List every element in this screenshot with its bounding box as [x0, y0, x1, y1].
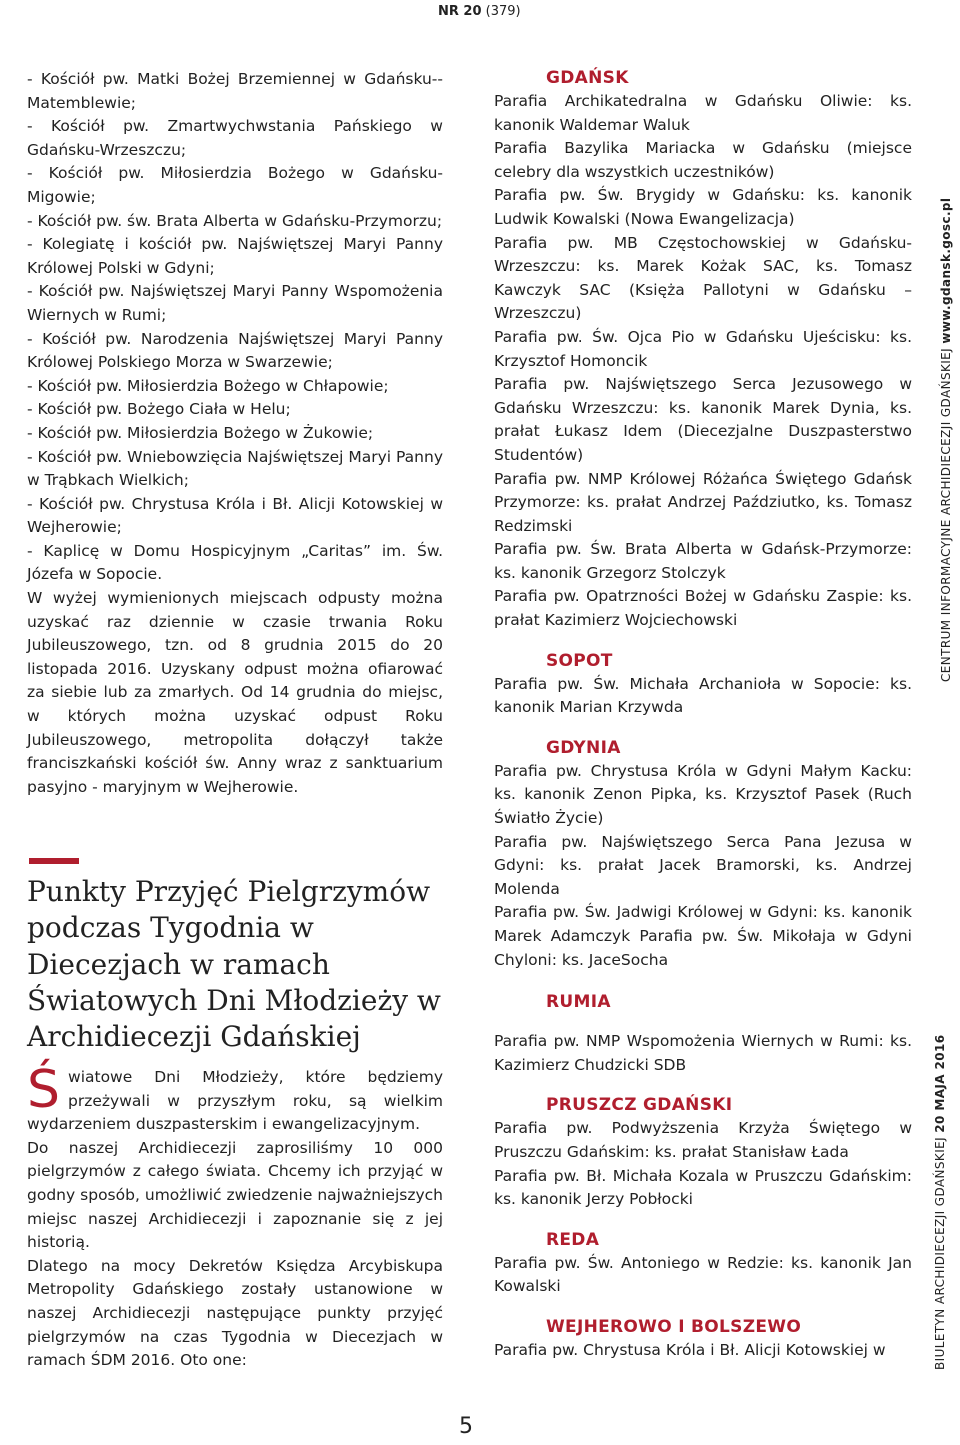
list-item: - Kolegiatę i kościół pw. Najświętszej Maryi Panny Królowej Polski w Gdyni;: [27, 235, 443, 277]
list-item: Parafia pw. Podwyższenia Krzyża Świętego w Pruszczu Gdańskim: ks. prałat Stanisław Łada: [494, 1119, 912, 1161]
section-title-gdynia: GDYNIA: [546, 737, 621, 758]
article-headline: Punkty Przyjęć Pielgrzymów podczas Tygodnia w Diecezjach w ramach Światowych Dni Młodzieży w Archidiecezji Gdańskiej: [27, 875, 441, 1054]
left-column: [27, 68, 443, 799]
intro-paragraph: Światowe Dni Młodzieży, które będziemy przeżywali w przyszłym roku, są wielkim wydarzeniem duszpasterskim i ewangelizacyjnym.: [27, 1060, 443, 1134]
list-item: - Kościół pw. Zmartwychwstania Pańskiego w Gdańsku-Wrzeszczu;: [27, 117, 443, 159]
article-body: [27, 1060, 443, 1373]
headline-rule: [29, 858, 79, 864]
section-title-gdansk: GDAŃSK: [546, 68, 629, 88]
list-item: Parafia pw. MB Częstochowskiej w Gdańsku-Wrzeszczu: ks. Marek Kożak SAC, ks. Tomasz Kawczyk SAC (Księża Pallotyni w Gdańsku – Wrzeszczu): [494, 233, 912, 323]
section-title-wejherowo: WEJHEROWO I BOLSZEWO: [546, 1316, 802, 1337]
paragraph: Do naszej Archidiecezji zaprosiliśmy 10 000 pielgrzymów z całego świata. Chcemy ich przyjąć w godny sposób, umożliwić zwiedzenie najważniejszych miejsc naszej Archidiecezji i zapoznanie się z jej historią.: [27, 1138, 443, 1252]
page-number: 5: [459, 1414, 473, 1439]
page-header: [0, 0, 960, 30]
section-title-pruszcz: PRUSZCZ GDAŃSKI: [546, 1095, 733, 1116]
list-item: Parafia Bazylika Mariacka w Gdańsku (miejsce celebry dla wszystkich uczestników): [494, 139, 912, 181]
list-item: - Kościół pw. św. Brata Alberta w Gdańsku-Przymorzu;: [27, 211, 443, 230]
list-item: Parafia pw. Chrystusa Króla w Gdyni Małym Kacku: ks. kanonik Zenon Pipka, ks. Krzysztof Pasek (Ruch Światło Życie): [494, 761, 912, 828]
list-item: Parafia pw. Św. Ojca Pio w Gdańsku Ujeścisku: ks. Krzysztof Homoncik: [494, 327, 912, 370]
list-item: Parafia pw. Św. Brata Alberta w Gdańsk-Przymorze: ks. kanonik Grzegorz Stolczyk: [494, 540, 912, 582]
list-item: - Kościół pw. Chrystusa Króla i Bł. Alicji Kotowskiej w Wejherowie;: [27, 494, 443, 537]
paragraph: Dlatego na mocy Dekretów Księdza Arcybiskupa Metropolity Gdańskiego zostały ustanowione w naszej Archidiecezji następujące punkty przyjęć pielgrzymów na czas Tygodnia w Diecezjach w ramach ŚDM 2016. Oto one:: [27, 1256, 443, 1370]
section-title-reda: REDA: [546, 1229, 600, 1250]
right-column: [494, 66, 912, 1363]
section-title-rumia: RUMIA: [546, 992, 611, 1013]
list-item: Parafia pw. Św. Brygidy w Gdańsku: ks. kanonik Ludwik Kowalski (Nowa Ewangelizacja): [494, 186, 912, 228]
list-item: Parafia Archikatedralna w Gdańsku Oliwie: ks. kanonik Waldemar Waluk: [494, 92, 912, 134]
list-item: - Kościół pw. Bożego Ciała w Helu;: [27, 400, 291, 419]
list-item: - Kościół pw. Miłosierdzia Bożego w Chłapowie;: [27, 376, 389, 395]
list-item: Parafia pw. Opatrzności Bożej w Gdańsku Zaspie: ks. prałat Kazimierz Wojciechowski: [494, 587, 912, 630]
list-item: Parafia pw. Bł. Michała Kozala w Pruszczu Gdańskim: ks. kanonik Jerzy Pobłocki: [494, 1166, 912, 1209]
side-label-bottom: BIULETYN ARCHIDIECEZJI GDAŃSKIEJ 20 MAJA 2016: [933, 1034, 947, 1370]
list-item: Parafia pw. Św. Jadwigi Królowej w Gdyni: ks. kanonik Marek Adamczyk Parafia pw. Św. Mikołaja w Gdyni Chyloni: ks. JaceSocha: [494, 903, 912, 969]
list-item: Parafia pw. Św. Antoniego w Redzie: ks. kanonik Jan Kowalski: [494, 1253, 912, 1296]
list-item: - Kościół pw. Miłosierdzia Bożego w Żukowie;: [27, 423, 374, 442]
list-item: Parafia pw. NMP Wspomożenia Wiernych w Rumi: ks. Kazimierz Chudzicki SDB: [494, 1032, 912, 1074]
list-item: - Kaplicę w Domu Hospicyjnym „Caritas” im. Św. Józefa w Sopocie.: [27, 541, 443, 584]
list-item: Parafia pw. Najświętszego Serca Jezusowego w Gdańsku Wrzeszczu: ks. kanonik Marek Dynia, ks. prałat Łukasz Idem (Diecezjalne Duszpasterstwo Studentów): [494, 375, 912, 464]
list-item: Parafia pw. Św. Michała Archanioła w Sopocie: ks. kanonik Marian Krzywda: [494, 674, 912, 717]
list-item: Parafia pw. NMP Królowej Różańca Świętego Gdańsk Przymorze: ks. prałat Andrzej Paździutko, ks. Tomasz Redzimski: [494, 469, 912, 535]
list-item: Parafia pw. Chrystusa Króla i Bł. Alicji Kotowskiej w: [494, 1340, 886, 1359]
list-item: - Kościół pw. Matki Bożej Brzemiennej w Gdańsku--Matemblewie;: [27, 70, 443, 112]
list-item: - Kościół pw. Najświętszej Maryi Panny Wspomożenia Wiernych w Rumi;: [27, 282, 443, 324]
issue-label: NR 20 (379): [438, 4, 521, 19]
list-item: - Kościół pw. Wniebowzięcia Najświętszej Maryi Panny w Trąbkach Wielkich;: [27, 447, 443, 490]
list-item: - Kościół pw. Narodzenia Najświętszej Maryi Panny Królowej Polskiego Morza w Swarzewie;: [27, 329, 443, 372]
section-title-sopot: SOPOT: [546, 650, 613, 671]
list-item: Parafia pw. Najświętszego Serca Pana Jezusa w Gdyni: ks. prałat Jacek Bramorski, ks. Andrzej Molenda: [494, 832, 912, 898]
side-label-top: CENTRUM INFORMACYJNE ARCHIDIECEZJI GDAŃSKIEJ www.gdansk.gosc.pl: [939, 197, 953, 682]
dropcap: Ś: [27, 1060, 61, 1120]
list-item: - Kościół pw. Miłosierdzia Bożego w Gdańsku-Migowie;: [27, 164, 443, 206]
indulgence-paragraph: W wyżej wymienionych miejscach odpusty można uzyskać raz dziennie w czasie trwania Roku Jubileuszowego, tzn. od 8 grudnia 2015 do 20 listopada 2016. Uzyskany odpust można ofiarować za siebie lub za zmarłych. Od 14 grudnia do miejsc, w których można uzyskać odpust Roku Jubileuszowego, metropolita dołączył także franciszkański kościół św. Anny wraz z sanktuarium pasyjno - maryjnym w Wejherowie.: [27, 589, 443, 796]
